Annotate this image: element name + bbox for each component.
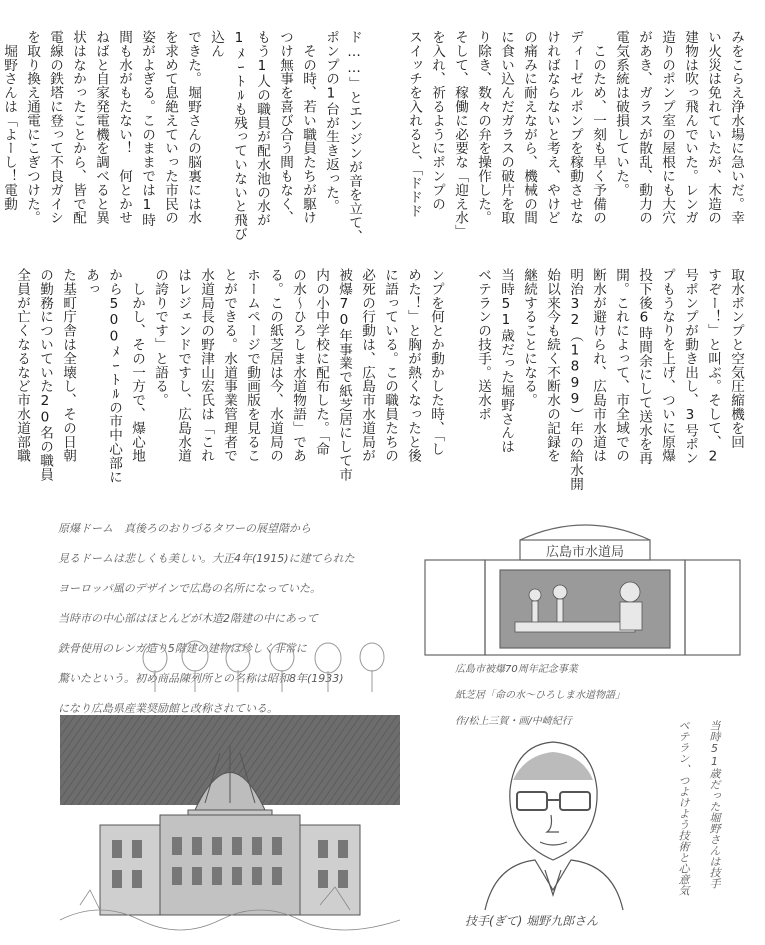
- article-line: もう1人の職員が配水池の水が: [254, 30, 270, 227]
- note-line: ベテラン、つよけよう技術と心意気: [677, 720, 690, 896]
- article-line: 堀野さんは「よーし！電動: [1, 30, 17, 211]
- article-line: を求めて息絶えていった市民の: [162, 30, 178, 225]
- article-line: た基町庁舎は全壊し、その日朝: [60, 268, 76, 463]
- tree-sketch: [315, 643, 341, 692]
- article-line: 当時51歳だった堀野さんは: [498, 268, 514, 454]
- article-line: 水道局長の野津山宏氏は「これ: [198, 268, 214, 463]
- caption-line: 作/松上三賀・画/中崎紀行: [455, 716, 572, 727]
- article-line: に食い込んだガラスの破片を取: [498, 30, 514, 225]
- caption-line: 原爆ドーム 真後ろのおりづるタワーの展望階から: [58, 522, 311, 535]
- kamishibai-stage-sketch: [425, 510, 740, 660]
- tree-sketch: [226, 644, 250, 692]
- tree-sketch: [143, 644, 167, 692]
- portrait-side-note: [645, 720, 735, 930]
- article-line: 電気系統は破損していた。: [613, 30, 629, 197]
- article-line: り除き、数々の弁を操作した。: [475, 30, 491, 225]
- article-line: を入れ、祈るようにポンプの: [429, 30, 445, 211]
- article-line: から500ﾒｰﾄﾙの市中心部にあっ: [83, 268, 122, 484]
- article-line: しかし、その一方で、爆心地: [129, 268, 145, 463]
- article-line: 開。これによって、市全域での: [613, 268, 629, 463]
- article-line: その時、若い職員たちが駆け: [300, 30, 316, 225]
- horino-portrait-sketch: [465, 730, 640, 910]
- caption-line: 紙芝居「命の水〜ひろしま水道物語」: [455, 690, 625, 701]
- article-column-top-right: [367, 30, 747, 245]
- article-line: スイッチを入れると、「ドドド: [406, 30, 422, 218]
- article-line: の誇りです」と語る。: [152, 268, 168, 407]
- caption-line: 鉄骨使用のレンガ造り5階建の建物は珍しく非常に: [58, 642, 307, 655]
- article-line: 明治32（1899）年の給水開: [567, 268, 583, 491]
- article-line: プもうなりを上げ、ついに原爆: [659, 268, 675, 463]
- article-line: 被爆70年事業で紙芝居にして市: [336, 268, 352, 482]
- article-line: つけ無事を喜び合う間もなく、: [277, 30, 293, 225]
- portrait-caption: 技手(ぎて) 堀野九郎さん: [465, 914, 599, 928]
- article-line: そして、稼働に必要な「迎え水」: [452, 30, 468, 239]
- article-line: ポンプの1台が生き返った。: [323, 30, 339, 214]
- tree-sketch: [270, 643, 294, 692]
- caption-line: になり広島県産業奨励館と改称されている。: [58, 702, 278, 715]
- article-line: ディーゼルポンプを稼動させな: [567, 30, 583, 225]
- article-column-middle-right: [447, 268, 747, 493]
- article-line: 内の小中学校に配布した。「命: [313, 268, 329, 456]
- caption-line: 広島市被爆70周年記念事業: [455, 664, 578, 675]
- article-line: の水〜ひろしま水道物語」であ: [290, 268, 306, 463]
- tree-sketch: [182, 641, 208, 692]
- atomic-dome-drawing: [60, 715, 400, 930]
- article-line: 投下後6時間余にして送水を再: [636, 268, 652, 465]
- article-line: る。この紙芝居は今、水道局の: [267, 268, 283, 463]
- article-column-middle-left: [14, 268, 447, 493]
- article-line: すぞー！」と叫ぶ。そして、2: [705, 268, 721, 465]
- caption-line: ヨーロッパ風のデザインで広島の名所になっていた。: [58, 582, 322, 595]
- article-line: 電線の鉄塔に登って不良ガイシ: [47, 30, 63, 225]
- article-line: このため、一刻も早く予備の: [590, 30, 606, 225]
- article-line: ベテランの技手。送水ポ: [475, 268, 491, 421]
- article-line: 全員が亡くなるなど市水道部職: [14, 268, 30, 463]
- article-line: 断水が避けられ、広島市水道は: [590, 268, 606, 463]
- caption-line: 当時市の中心部はほとんどが木造2階建の中にあって: [58, 612, 318, 625]
- note-line: 当時51歳だった堀野さんは技手: [708, 720, 721, 889]
- article-line: 継続することになる。: [521, 268, 537, 407]
- article-line: めた！」と胸が熱くなったと後: [405, 268, 421, 463]
- article-line: 1ﾒｰﾄﾙも残っていないと飛び込ん: [208, 30, 247, 241]
- article-line: を取り換え通電にこぎつけた。: [24, 30, 40, 225]
- article-line: 状はなかったことから、皆で配: [70, 30, 86, 225]
- article-line: ンプを何とか動かした時、「し: [428, 268, 444, 456]
- article-line: 造りのポンプ室の屋根にも大穴: [659, 30, 675, 225]
- article-line: 間も水がもたない！ 何とかせ: [116, 30, 132, 225]
- article-line: ければならないと考え、やけど: [544, 30, 560, 225]
- article-line: の勤務についていた20名の職員: [37, 268, 53, 482]
- article-line: 必死の行動は、広島市水道局が: [359, 268, 375, 463]
- article-line: 号ポンプが動き出し、3号ポン: [682, 268, 698, 465]
- article-line: できた。堀野さんの脳裏には水: [185, 30, 201, 225]
- article-line: とができる。水道事業管理者で: [221, 268, 237, 463]
- article-line: みをこらえ浄水場に急いだ。幸: [728, 30, 744, 225]
- article-line: 始以来今も続く不断水の記録を: [544, 268, 560, 463]
- article-line: 姿がよぎる。このままでは1時: [139, 30, 155, 227]
- article-line: ねばと自家発電機を調べると異: [93, 30, 109, 225]
- kamishibai-caption: [455, 652, 735, 727]
- article-line: はレジェンドですし、広島水道: [175, 268, 191, 463]
- tree-row-sketch: [140, 640, 410, 695]
- article-line: い火災は免れていたが、木造の: [705, 30, 721, 225]
- dome-sketch-caption: [58, 508, 408, 715]
- article-line: に語っている。この職員たちの: [382, 268, 398, 463]
- tree-sketch: [360, 643, 384, 692]
- article-column-top-left: [1, 30, 365, 245]
- article-line: ホームページで動画版を見るこ: [244, 268, 260, 463]
- article-line: があき、ガラスが散乱、動力の: [636, 30, 652, 225]
- article-line: 建物は吹っ飛んでいた。レンガ: [682, 30, 698, 225]
- caption-line: 見るドームは悲しくも美しい。大正4年(1915)に建てられた: [58, 552, 355, 565]
- article-line: の痛みに耐えながら、機械の間: [521, 30, 537, 225]
- kamishibai-title: 広島市水道局: [545, 545, 625, 560]
- article-line: ド……」とエンジンが音を立て、: [346, 30, 362, 244]
- article-line: 取水ポンプと空気圧縮機を回: [728, 268, 744, 449]
- caption-line: 驚いたという。初め商品陳列所との名称は昭和8年(1933): [58, 672, 344, 685]
